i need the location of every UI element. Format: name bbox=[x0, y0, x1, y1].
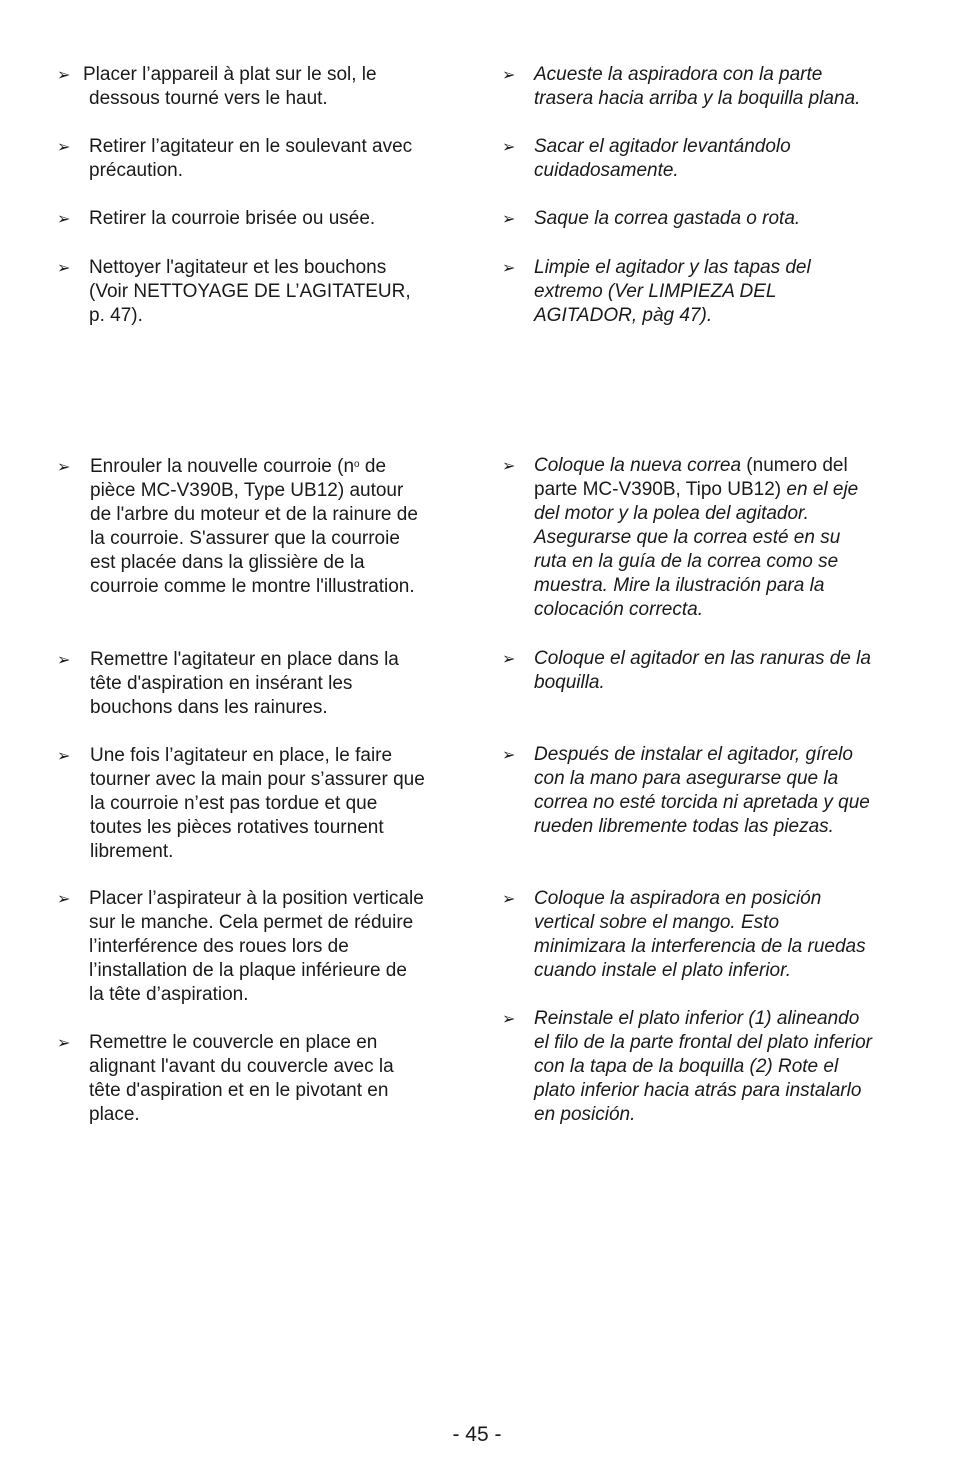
fr-step-8 bbox=[57, 887, 479, 1007]
bullet-arrow-icon: ➢ bbox=[57, 258, 71, 277]
bullet-arrow-icon: ➢ bbox=[502, 889, 516, 908]
es-step-9-line: Reinstale el plato inferior (1) alineando bbox=[534, 1008, 860, 1029]
bullet-arrow-icon: ➢ bbox=[502, 137, 516, 156]
bullet-arrow-icon: ➢ bbox=[57, 746, 71, 765]
es-step-7-line: rueden libremente todas las piezas. bbox=[534, 816, 834, 837]
fr-step-8-line: la tête d’aspiration. bbox=[89, 984, 249, 1005]
fr-step-5-line: Enrouler la nouvelle courroie ($n^o$ de bbox=[90, 456, 387, 477]
bullet-arrow-icon: ➢ bbox=[57, 650, 71, 669]
fr-step-1-line: Placer l’appareil à plat sur le sol, le bbox=[83, 64, 377, 85]
fr-step-4-line: p. 47). bbox=[89, 305, 143, 326]
es-step-6 bbox=[502, 647, 924, 695]
es-step-3-line: Saque la correa gastada o rota. bbox=[534, 208, 801, 229]
es-step-2-line: Sacar el agitador levantándolo bbox=[534, 136, 791, 157]
fr-step-9 bbox=[57, 1031, 479, 1127]
fr-step-6 bbox=[57, 648, 480, 720]
es-step-7-line: Después de instalar el agitador, gírelo bbox=[534, 744, 853, 765]
es-step-8-line: cuando instale el plato inferior. bbox=[534, 960, 792, 981]
bullet-arrow-icon: ➢ bbox=[502, 456, 516, 475]
es-step-8-line: minimizara la interferencia de la ruedas bbox=[534, 936, 866, 957]
es-step-9-line: el filo de la parte frontal del plato inferior bbox=[534, 1032, 872, 1053]
fr-step-5-line: est placée dans la glissière de la bbox=[90, 552, 365, 573]
fr-step-8-line: Placer l’aspirateur à la position verticale bbox=[89, 888, 424, 909]
fr-step-7 bbox=[57, 744, 480, 864]
es-step-5 bbox=[502, 454, 924, 622]
bullet-arrow-icon: ➢ bbox=[502, 258, 516, 277]
bullet-arrow-icon: ➢ bbox=[57, 65, 71, 84]
bullet-arrow-icon: ➢ bbox=[57, 1033, 71, 1052]
fr-step-6-line: Remettre l'agitateur en place dans la bbox=[90, 649, 399, 670]
bullet-arrow-icon: ➢ bbox=[502, 1009, 516, 1028]
es-step-4-line: AGITADOR, pàg 47). bbox=[534, 305, 713, 326]
fr-step-7-line: toutes les pièces rotatives tournent bbox=[90, 817, 384, 838]
fr-step-1-line: dessous tourné vers le haut. bbox=[89, 88, 328, 109]
fr-step-3 bbox=[57, 207, 479, 231]
degree-superscript: o bbox=[354, 459, 360, 470]
es-step-9-line: en posición. bbox=[534, 1104, 636, 1125]
es-step-8 bbox=[502, 887, 924, 983]
es-step-2 bbox=[502, 135, 924, 183]
es-step-6-line: Coloque el agitador en las ranuras de la bbox=[534, 648, 871, 669]
bullet-arrow-icon: ➢ bbox=[57, 457, 71, 476]
bullet-arrow-icon: ➢ bbox=[502, 209, 516, 228]
fr-step-6-line: bouchons dans les rainures. bbox=[90, 697, 328, 718]
es-step-8-line: Coloque la aspiradora en posición bbox=[534, 888, 822, 909]
es-step-9-line: plato inferior hacia atrás para instalarlo bbox=[534, 1080, 862, 1101]
fr-step-5-line: pièce MC-V390B, Type UB12) autour bbox=[90, 480, 404, 501]
es-step-5-line: Coloque la nueva correa (numero del bbox=[534, 455, 848, 476]
es-step-8-line: vertical sobre el mango. Esto bbox=[534, 912, 780, 933]
es-step-4-line: extremo (Ver LIMPIEZA DEL bbox=[534, 281, 777, 302]
fr-step-5 bbox=[57, 455, 480, 599]
es-step-5-line: parte MC-V390B, Tipo UB12) en el eje bbox=[534, 479, 859, 500]
es-step-1-line: Acueste la aspiradora con la parte bbox=[534, 64, 823, 85]
es-step-6-line: boquilla. bbox=[534, 672, 605, 693]
fr-step-9-line: Remettre le couvercle en place en bbox=[89, 1032, 378, 1053]
fr-step-7-line: librement. bbox=[90, 841, 174, 862]
es-step-3 bbox=[502, 207, 924, 231]
bullet-arrow-icon: ➢ bbox=[502, 65, 516, 84]
bullet-arrow-icon: ➢ bbox=[57, 137, 71, 156]
fr-step-1 bbox=[57, 63, 473, 111]
es-step-5-line: ruta en la guía de la correa como se bbox=[534, 551, 839, 572]
fr-step-8-line: l’interférence des roues lors de bbox=[89, 936, 349, 957]
es-step-5-line: del motor y la polea del agitador. bbox=[534, 503, 809, 524]
fr-step-7-line: Une fois l’agitateur en place, le faire bbox=[90, 745, 393, 766]
es-step-1-line: trasera hacia arriba y la boquilla plana. bbox=[534, 88, 861, 109]
fr-step-5-line: courroie comme le montre l'illustration. bbox=[90, 576, 415, 597]
es-step-5-line: muestra. Mire la ilustración para la bbox=[534, 575, 825, 596]
es-step-7 bbox=[502, 743, 924, 839]
fr-step-9-line: alignant l'avant du couvercle avec la bbox=[89, 1056, 394, 1077]
fr-step-5-line: la courroie. S'assurer que la courroie bbox=[90, 528, 400, 549]
fr-step-9-line: place. bbox=[89, 1104, 140, 1125]
es-step-9 bbox=[502, 1007, 924, 1127]
fr-step-2-line: Retirer l’agitateur en le soulevant avec bbox=[89, 136, 413, 157]
fr-step-6-line: tête d'aspiration en insérant les bbox=[90, 673, 353, 694]
fr-step-4-line: (Voir NETTOYAGE DE L’AGITATEUR, bbox=[89, 281, 411, 302]
fr-step-7-line: tourner avec la main pour s’assurer que bbox=[90, 769, 425, 790]
es-step-1 bbox=[502, 63, 924, 111]
bullet-arrow-icon: ➢ bbox=[502, 649, 516, 668]
es-step-5-line: Asegurarse que la correa esté en su bbox=[534, 527, 841, 548]
fr-step-8-line: sur le manche. Cela permet de réduire bbox=[89, 912, 414, 933]
es-step-9-line: con la tapa de la boquilla (2) Rote el bbox=[534, 1056, 839, 1077]
page-number: - 45 - bbox=[452, 1423, 502, 1446]
fr-step-7-line: la courroie n’est pas tordue et que bbox=[90, 793, 378, 814]
bullet-arrow-icon: ➢ bbox=[502, 745, 516, 764]
fr-step-8-line: l’installation de la plaque inférieure de bbox=[89, 960, 407, 981]
bullet-arrow-icon: ➢ bbox=[57, 209, 71, 228]
es-step-7-line: correa no esté torcida ni apretada y que bbox=[534, 792, 870, 813]
fr-step-4 bbox=[57, 256, 479, 328]
fr-step-2-line: précaution. bbox=[89, 160, 184, 181]
fr-step-9-line: tête d'aspiration et en le pivotant en bbox=[89, 1080, 389, 1101]
es-step-5-line: colocación correcta. bbox=[534, 599, 703, 620]
es-step-2-line: cuidadosamente. bbox=[534, 160, 679, 181]
bullet-arrow-icon: ➢ bbox=[57, 889, 71, 908]
fr-step-4-line: Nettoyer l'agitateur et les bouchons bbox=[89, 257, 387, 278]
es-step-4-line: Limpie el agitador y las tapas del bbox=[534, 257, 811, 278]
es-step-4 bbox=[502, 256, 924, 328]
fr-step-3-line: Retirer la courroie brisée ou usée. bbox=[89, 208, 376, 229]
fr-step-5-line: de l'arbre du moteur et de la rainure de bbox=[90, 504, 418, 525]
fr-step-2 bbox=[57, 135, 479, 183]
es-step-7-line: con la mano para asegurarse que la bbox=[534, 768, 839, 789]
